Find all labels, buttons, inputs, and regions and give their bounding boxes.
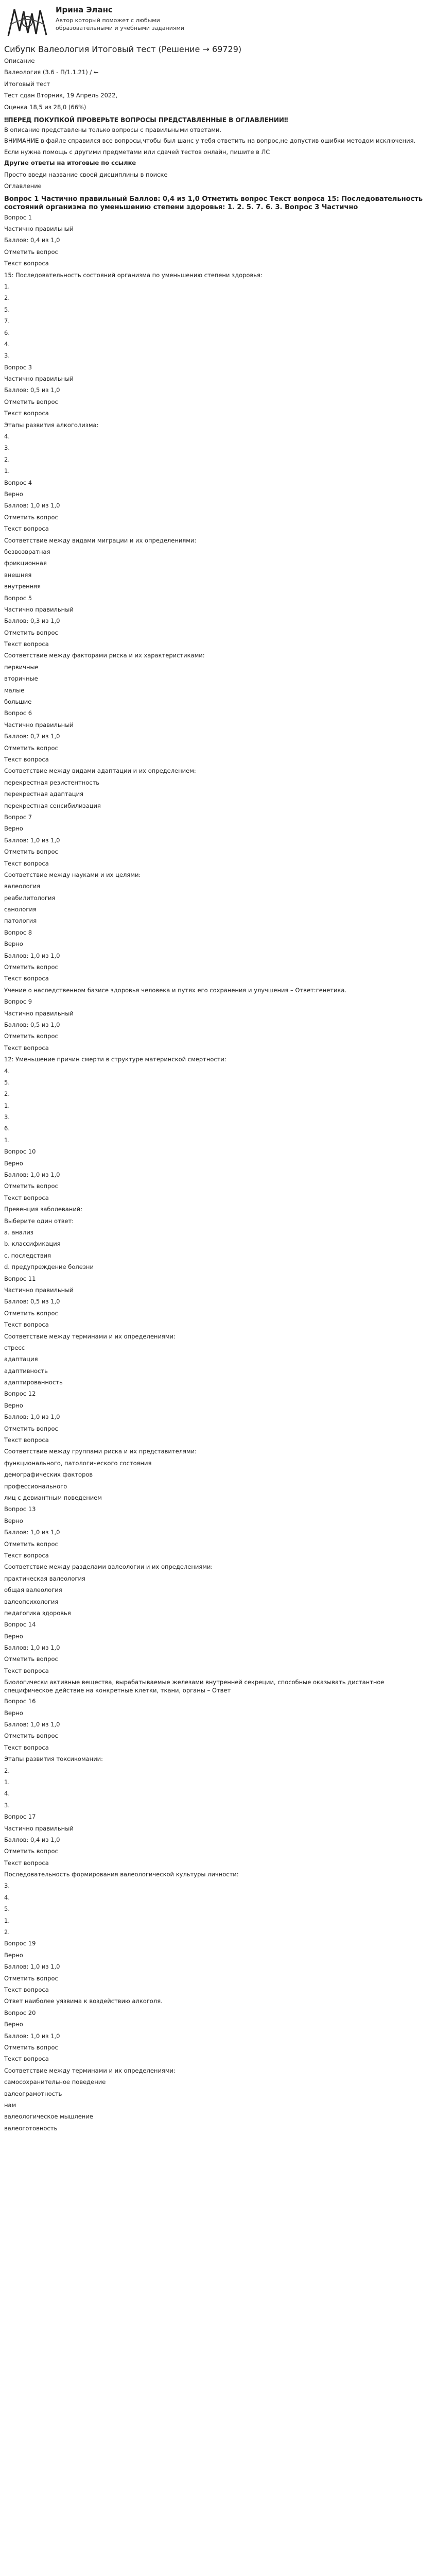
question-number: Вопрос 5 [4,594,32,602]
content-line: d. предупреждение болезни [4,1263,94,1271]
content-line[interactable]: Отметить вопрос [4,1732,58,1740]
content-line: лиц с девиантным поведением [4,1494,102,1501]
content-line: 1. [4,1101,10,1109]
content-line: Баллов: 1,0 из 1,0 [4,1963,60,1971]
question-number: Вопрос 11 [4,1275,36,1282]
content-line: Текст вопроса [4,1044,49,1052]
content-line: Верно [4,1709,23,1717]
content-line: 3. [4,1801,10,1809]
content-line[interactable]: Отметить вопрос [4,1974,58,1982]
content-line: Выберите один ответ: [4,1217,74,1225]
content-line: Баллов: 0,3 из 1,0 [4,617,60,625]
note-paragraph: ВНИМАНИЕ в файле справился все вопросы,чтобы был шанс у тебя ответить на вопрос,не допустив ошибки методом исключения. [4,137,416,145]
content-line: Частично правильный [4,721,74,728]
content-line: Верно [4,825,23,833]
meta-line: Тест сдан Вторник, 19 Апрель 2022, [4,92,118,99]
question-number: Вопрос 7 [4,813,32,821]
content-line: 4. [4,1893,10,1901]
content-line: 5. [4,306,10,313]
content-line[interactable]: Отметить вопрос [4,398,58,405]
question-number: Вопрос 8 [4,928,32,936]
content-line: 1. [4,1917,10,1924]
author-header [4,4,432,41]
content-line: Текст вопроса [4,1436,49,1444]
content-line[interactable]: Отметить вопрос [4,513,58,521]
link-hint: Просто введи название своей дисциплины в поиске [4,171,168,178]
content-line: 4. [4,340,10,348]
content-line: 15: Последовательность состояний организма по уменьшению степени здоровья: [4,271,263,279]
content-line: Соответствие между науками и их целями: [4,871,141,878]
content-line: безвозвратная [4,548,50,555]
content-line: Текст вопроса [4,859,49,867]
meta-line: Оценка 18,5 из 28,0 (66%) [4,103,86,111]
question-number: Вопрос 4 [4,479,32,486]
content-line: Текст вопроса [4,525,49,533]
content-line: Этапы развития алкоголизма: [4,421,99,429]
content-line: 2. [4,1090,10,1098]
content-line: большие [4,698,32,706]
content-lines [4,214,432,2136]
content-line: нам [4,2101,16,2109]
content-line: первичные [4,663,39,671]
question-number: Вопрос 13 [4,1505,36,1513]
content-line: Баллов: 0,4 из 1,0 [4,236,60,244]
content-line: Частично правильный [4,1009,74,1017]
content-line: Частично правильный [4,375,74,383]
question-number: Вопрос 20 [4,2009,36,2016]
content-line: 6. [4,1125,10,1132]
content-line: функционального, патологического состояния [4,1459,152,1467]
content-line: Текст вопроса [4,1194,49,1201]
content-line: 3. [4,444,10,452]
meta-line: Итоговый тест [4,80,50,88]
content-line: Баллов: 1,0 из 1,0 [4,1529,60,1536]
content-line: Текст вопроса [4,1859,49,1867]
content-line: адаптация [4,1355,38,1363]
content-line: c. последствия [4,1251,51,1259]
content-line: Баллов: 1,0 из 1,0 [4,502,60,510]
question-number: Вопрос 10 [4,1148,36,1156]
content-line: профессионального [4,1482,67,1490]
notes-list [4,126,432,160]
content-line: Баллов: 0,5 из 1,0 [4,1298,60,1306]
content-line: Текст вопроса [4,1667,49,1674]
content-line: 1. [4,1136,10,1144]
meta-line: Описание [4,57,35,64]
content-line: Текст вопроса [4,1321,49,1329]
content-line: Текст вопроса [4,1743,49,1751]
content-line: внешняя [4,571,32,579]
content-line: 2. [4,455,10,463]
meta-list [4,57,432,115]
content-line: адаптивность [4,1367,48,1375]
content-line[interactable]: Отметить вопрос [4,1032,58,1040]
content-line: Текст вопроса [4,640,49,648]
content-line: 7. [4,317,10,325]
content-line: Баллов: 1,0 из 1,0 [4,1171,60,1179]
content-line: стресс [4,1344,25,1351]
content-line: Частично правильный [4,1824,74,1832]
content-line: Текст вопроса [4,2055,49,2063]
question-number: Вопрос 3 [4,363,32,371]
question-number: Вопрос 14 [4,1621,36,1629]
question-number: Вопрос 9 [4,998,32,1006]
content-line: Баллов: 0,7 из 1,0 [4,733,60,740]
content-line: внутренняя [4,583,41,590]
content-line: малые [4,686,25,694]
content-line[interactable]: Отметить вопрос [4,248,58,256]
content-line: Соответствие между видами миграции и их определениями: [4,536,197,544]
content-line: адаптированность [4,1379,63,1386]
content-line: Баллов: 1,0 из 1,0 [4,1413,60,1421]
content-line[interactable]: Отметить вопрос [4,2043,58,2051]
content-line: Соответствие между терминами и их определениями: [4,1332,176,1340]
content-line[interactable]: Отметить вопрос [4,848,58,856]
content-line: Превенция заболеваний: [4,1206,83,1213]
content-line: валеология [4,883,41,890]
content-line: валеологическое мышление [4,2113,93,2121]
content-line: Верно [4,940,23,948]
content-line: Текст вопроса [4,1986,49,1993]
content-line[interactable]: Отметить вопрос [4,1540,58,1548]
content-line: 2. [4,294,10,302]
content-line: Верно [4,1517,23,1524]
content-line: Баллов: 1,0 из 1,0 [4,952,60,959]
content-line: Соответствие между разделами валеологии и их определениями: [4,1563,213,1571]
content-line: Текст вопроса [4,1551,49,1559]
content-line[interactable]: Отметить вопрос [4,1182,58,1190]
content-line: демографических факторов [4,1471,93,1479]
content-line[interactable]: Отметить вопрос [4,963,58,971]
warning-title: ‼ПЕРЕД ПОКУПКОЙ ПРОВЕРЬТЕ ВОПРОСЫ ПРЕДСТАВЛЕННЫЕ В ОГЛАВЛЕНИИ‼ [4,116,288,124]
content-line: Биологически активные вещества, вырабатываемые железами внутренней секреции, способные оказывать дистантное специфическое действие на конкретные клетки, ткани, органы – Ответ [4,1679,385,1694]
content-line: реабилитология [4,894,56,902]
content-line: общая валеология [4,1586,62,1594]
meta-line: Валеология (3.6 - П/1.1.21) / ← [4,69,99,76]
content-line: Текст вопроса [4,260,49,267]
content-line: 3. [4,352,10,360]
content-line: Баллов: 0,5 из 1,0 [4,1021,60,1028]
content-line: 4. [4,433,10,440]
content-line[interactable]: Отметить вопрос [4,1655,58,1663]
author-name[interactable]: Ирина Эланс [56,5,113,14]
content-line: a. анализ [4,1229,33,1236]
content-line: Соответствие между группами риска и их представителями: [4,1448,197,1455]
content-line: фрикционная [4,560,47,567]
content-line: Баллов: 0,5 из 1,0 [4,386,60,394]
content-line: 3. [4,1113,10,1121]
content-line: Ответ наиболее уязвима к воздействию алкоголя. [4,1997,163,2005]
content-line: Верно [4,2021,23,2028]
note-paragraph: В описание представлены только вопросы с правильными ответами. [4,126,222,133]
content-line: Частично правильный [4,225,74,233]
content-line: 4. [4,1790,10,1798]
content-line[interactable]: Отметить вопрос [4,629,58,636]
content-line: 2. [4,1928,10,1936]
question-number: Вопрос 16 [4,1698,36,1705]
content-line: Соответствие между факторами риска и их характеристиками: [4,652,205,659]
content-line: 2. [4,1767,10,1774]
content-line[interactable]: Отметить вопрос [4,1425,58,1432]
question-number: Вопрос 17 [4,1813,36,1821]
content-line: Верно [4,1401,23,1409]
content-line: 1. [4,1778,10,1786]
content-line[interactable]: Отметить вопрос [4,744,58,752]
content-line: 1. [4,467,10,475]
question-number: Вопрос 1 [4,213,32,221]
question-number: Вопрос 19 [4,1940,36,1947]
content-line: валеопсихология [4,1598,59,1605]
content-line: Учение о наследственном базисе здоровья человека и путях его сохранения и улучшения – Ответ:генетика. [4,986,347,994]
content-line: Верно [4,490,23,498]
content-line: 12: Уменьшение причин смерти в структуре материнской смертности: [4,1056,226,1063]
content-line: Верно [4,1951,23,1959]
content-line: перекрестная сенсибилизация [4,802,101,809]
content-line: 1. [4,282,10,290]
content-line: санология [4,906,37,913]
author-subtitle: Автор который поможет с любыми образовательными и учебными заданиями [56,17,184,31]
content-line: Текст вопроса [4,410,49,417]
content-line: перекрестная резистентность [4,778,100,786]
content-line: педагогика здоровья [4,1609,71,1617]
content-line: 6. [4,329,10,336]
question-number: Вопрос 6 [4,709,32,717]
author-avatar-icon [4,4,50,40]
content-line[interactable]: Отметить вопрос [4,1848,58,1855]
content-line: Этапы развития токсикомании: [4,1755,103,1763]
content-line: Текст вопроса [4,755,49,763]
content-line: валеограмотность [4,2090,62,2097]
content-line: Соответствие между видами адаптации и их определением: [4,767,196,775]
toc-heading: Вопрос 1 Частично правильный Баллов: 0,4 из 1,0 Отметить вопрос Текст вопроса 15: Последовательность состояний организма по уменьшению степени здоровья: 1. 2. 5. 7. 6. 3. Вопрос 3 Частично [4,195,423,211]
content-line: Баллов: 0,4 из 1,0 [4,1836,60,1843]
content-line: перекрестная адаптация [4,790,83,798]
content-line: b. классификация [4,1240,61,1248]
other-answers-link[interactable]: Другие ответы на итоговые по ссылке [4,159,136,167]
content-line: Текст вопроса [4,975,49,982]
content-line: Последовательность формирования валеологической культуры личности: [4,1871,239,1878]
page-title: Сибупк Валеология Итоговый тест (Решение → 69729) [4,44,242,54]
content-line: 4. [4,1067,10,1075]
content-line: Соответствие между терминами и их определениями: [4,2066,176,2074]
content-line: вторичные [4,675,38,683]
question-number: Вопрос 12 [4,1390,36,1398]
content-line: Частично правильный [4,1286,74,1294]
content-line: 5. [4,1078,10,1086]
note-paragraph: Если нужна помощь с другими предметами или сдачей тестов онлайн, пишите в ЛС [4,148,270,156]
content-line: Баллов: 1,0 из 1,0 [4,836,60,844]
content-line: 3. [4,1882,10,1890]
content-line: Частично правильный [4,605,74,613]
content-line: практическая валеология [4,1574,85,1582]
content-line: Баллов: 1,0 из 1,0 [4,2032,60,2040]
content-line: Баллов: 1,0 из 1,0 [4,1721,60,1728]
content-line: Верно [4,1632,23,1640]
content-line: Баллов: 1,0 из 1,0 [4,1644,60,1652]
content-line: валеоготовность [4,2124,58,2132]
content-line[interactable]: Отметить вопрос [4,1309,58,1317]
content-line: патология [4,917,37,925]
toc-label: Оглавление [4,182,42,190]
content-line: 5. [4,1905,10,1913]
content-line: самосохранительное поведение [4,2078,106,2086]
content-line: Верно [4,1159,23,1167]
